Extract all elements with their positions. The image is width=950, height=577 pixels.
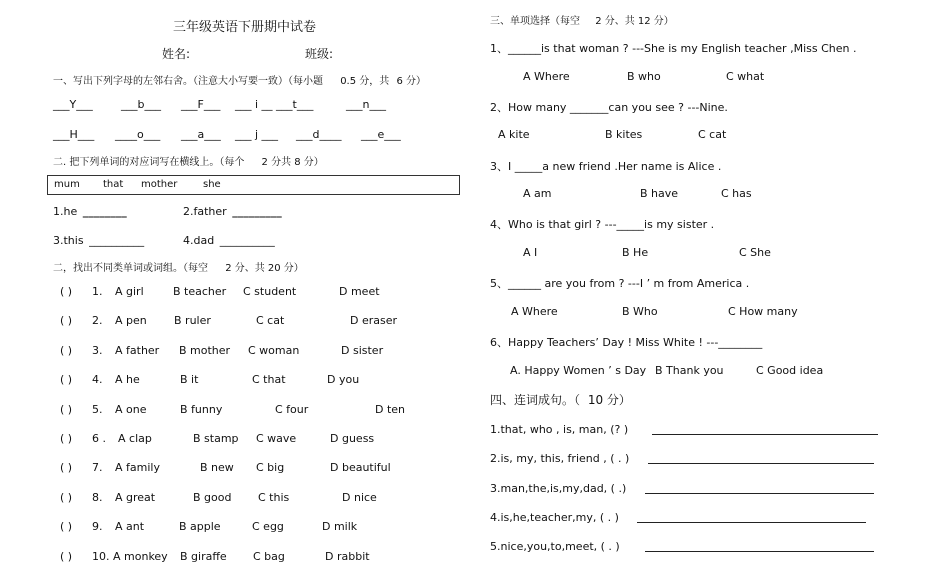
word-bank-box [47,175,460,195]
match-item [53,205,127,218]
option-b: B it [180,373,199,387]
section1-heading-score: 0.5 分，共 [340,76,390,87]
section3-heading-text: 二，找出不同类单词或词组。（每空 [53,263,208,274]
class-label: 班级: [305,47,334,61]
match-answer-blank[interactable]: __________ [89,234,145,247]
mc-question: 5、______ are you from ? ---I ’ m from America . [490,277,750,291]
answer-paren[interactable]: ( ) [60,343,73,357]
mc-option-a[interactable]: A Where [523,69,570,83]
answer-paren[interactable]: ( ) [60,314,73,328]
letters-row1-item: ___F___ [181,98,221,111]
sentence-answer-line[interactable] [645,493,874,494]
question-number: 5. [92,402,103,416]
mc-option-b[interactable]: B Thank you [655,363,724,377]
option-d: D rabbit [325,549,370,563]
section3-heading-score: 2 分、共 20 分） [225,263,304,274]
question-number: 10. [92,549,110,563]
section1-heading [53,72,426,87]
answer-paren[interactable]: ( ) [60,402,73,416]
option-c: C this [258,490,290,504]
letters-row2-item: ___d____ [296,128,342,141]
option-d: D meet [339,285,380,298]
question-number: 8. [92,490,103,504]
option-a: A pen [115,314,147,328]
sentence-answer-line[interactable] [648,463,874,464]
letters-row2-item: ___ j ___ [235,128,279,141]
option-d: D eraser [350,314,398,328]
letters-row1-item: ___Y___ [53,98,93,111]
mc-option-c[interactable]: C what [726,69,765,83]
option-c: C cat [256,314,285,328]
match-answer-blank[interactable]: __________ [219,234,275,247]
section2-heading-score: 2 分共 8 分） [261,157,324,168]
question-number: 3. [92,343,103,357]
option-c: C four [275,402,309,416]
mc-question: 1、______is that woman ? ---She is my English teacher ,Miss Chen . [490,42,857,55]
section1-heading-text: 一、写出下列字母的左邻右舍。（注意大小写要一致）（每小题 [53,76,323,87]
mc-option-b[interactable]: B kites [605,128,643,142]
option-a: A family [115,461,160,475]
match-item [183,234,275,247]
option-d: D milk [322,520,358,534]
option-b: B teacher [173,285,227,298]
mc-option-a[interactable]: A am [523,187,552,201]
option-b: B funny [180,402,223,416]
sentence-answer-line[interactable] [645,551,874,552]
letters-row1-item: ___n___ [346,98,386,111]
option-b: B apple [179,520,221,534]
option-a: A he [115,373,140,387]
mc-option-b[interactable]: B have [640,187,679,201]
mc-option-c[interactable]: C How many [728,304,798,318]
option-c: C big [256,461,285,475]
letters-row1-item: ___ i __ ___t___ [235,98,314,111]
option-c: C woman [248,343,300,357]
mc-question: 6、Happy Teachers’ Day ! Miss White ! ---________ [490,336,763,349]
match-item [53,234,144,247]
match-question: 1.he [53,205,78,218]
sentence-prompt: 4.is,he,teacher,my, ( . ) [490,510,619,524]
word-bank-word: she [203,179,221,190]
section1-heading-total: 6 分） [396,76,427,87]
match-question: 4.dad [183,234,215,247]
option-d: D ten [375,402,406,416]
name-label: 姓名: [162,47,191,61]
option-c: C bag [253,549,285,563]
sentence-prompt: 3.man,the,is,my,dad, ( .) [490,481,627,495]
mc-option-a[interactable]: A. Happy Women ’ s Day [510,363,647,377]
section5-heading [490,391,631,408]
word-bank-word: mum [54,179,80,190]
letters-row2-item: ____o___ [115,128,161,141]
word-bank-word: that [103,179,124,190]
section5-heading-score: 10 分） [587,393,631,407]
option-d: D nice [342,490,377,504]
option-a: A girl [115,285,144,298]
option-b: B ruler [174,314,211,328]
section2-heading [53,153,324,168]
option-d: D you [327,373,360,387]
section4-heading [490,12,674,27]
option-c: C wave [256,432,297,445]
option-d: D beautiful [330,461,391,475]
question-number: 9. [92,520,103,534]
sentence-answer-line[interactable] [652,434,878,435]
mc-option-c[interactable]: C She [739,245,771,259]
answer-paren[interactable]: ( ) [60,432,73,445]
mc-option-b[interactable]: B who [627,69,661,83]
mc-option-a[interactable]: A Where [511,304,558,318]
mc-option-a[interactable]: A I [523,245,538,259]
option-a: A great [115,490,156,504]
section4-heading-text: 三、单项选择（每空 [490,16,580,27]
option-c: C student [243,285,297,298]
option-d: D guess [330,432,375,445]
option-d: D sister [341,343,384,357]
sentence-prompt: 2.is, my, this, friend , ( . ) [490,452,630,466]
mc-question: 4、Who is that girl ? ---_____is my sister . [490,218,715,232]
section2-heading-text: 二. 把下列单词的对应词写在横线上。（每个 [53,157,245,168]
match-item [183,205,282,218]
section5-heading-text: 四、连词成句。（ [490,393,581,407]
mc-question: 3、I _____a new friend .Her name is Alice . [490,159,722,173]
question-number: 2. [92,314,103,328]
section3-heading [53,259,304,274]
option-a: A ant [115,520,145,534]
answer-paren[interactable]: ( ) [60,285,73,298]
sentence-prompt: 5.nice,you,to,meet, ( . ) [490,540,620,554]
question-number: 4. [92,373,103,387]
match-question: 2.father [183,205,227,218]
mc-option-c[interactable]: C Good idea [756,363,824,377]
letters-row1-item: ___b___ [121,98,161,111]
letters-row2-item: ___e___ [361,128,401,141]
option-b: B stamp [193,432,239,445]
option-b: B giraffe [180,549,227,563]
option-b: B new [200,461,234,475]
mc-question: 2、How many _______can you see ? ---Nine. [490,100,728,114]
option-b: B mother [179,343,231,357]
mc-option-b[interactable]: B Who [622,304,658,318]
mc-option-c[interactable]: C has [721,187,752,201]
section4-heading-score: 2 分、共 12 分） [595,16,674,27]
word-bank-word: mother [141,179,178,190]
answer-paren[interactable]: ( ) [60,373,73,387]
mc-option-a[interactable]: A kite [498,128,530,142]
letters-row2-item: ___H___ [53,128,95,141]
exam-title: 三年级英语下册期中试卷 [173,20,317,35]
match-answer-blank[interactable]: _________ [232,205,282,218]
question-number: 6 . [92,432,106,445]
option-a: A clap [118,432,152,445]
sentence-prompt: 1.that, who , is, man, (? ) [490,423,629,436]
option-c: C egg [252,520,284,534]
option-a: A one [115,402,147,416]
question-number: 7. [92,461,103,475]
answer-paren[interactable]: ( ) [60,549,73,563]
option-c: C that [252,373,286,387]
answer-paren[interactable]: ( ) [60,490,73,504]
sentence-answer-line[interactable] [637,522,866,523]
match-answer-blank[interactable]: ________ [82,205,127,218]
answer-paren[interactable]: ( ) [60,461,73,475]
option-a: A monkey [113,549,168,563]
mc-option-c[interactable]: C cat [698,128,727,142]
answer-paren[interactable]: ( ) [60,520,73,534]
option-a: A father [115,343,160,357]
match-question: 3.this [53,234,84,247]
option-b: B good [193,490,232,504]
question-number: 1. [92,285,103,298]
letters-row2-item: ___a___ [181,128,221,141]
mc-option-b[interactable]: B He [622,245,649,259]
